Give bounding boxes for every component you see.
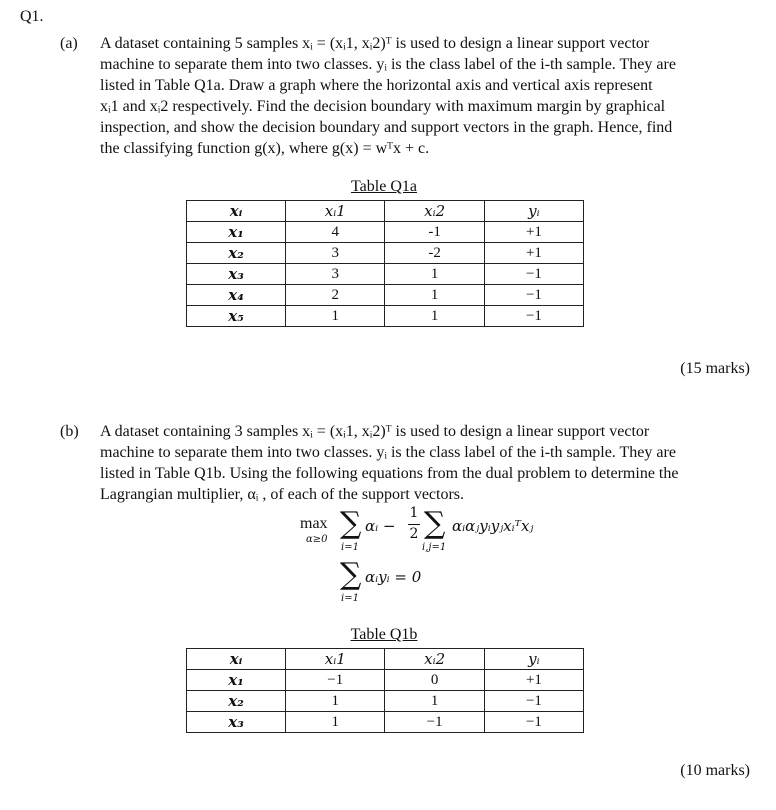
part-a-line-3: listed in Table Q1a. Draw a graph where the horizontal axis and vertical axis represent: [100, 77, 653, 94]
table-row: [187, 264, 584, 285]
cell: 4: [286, 222, 385, 243]
cell: 1: [385, 306, 484, 327]
cell: −1: [484, 712, 583, 733]
cell: x₁: [187, 670, 286, 691]
cell: −1: [484, 285, 583, 306]
part-b-line-4: Lagrangian multiplier, αᵢ , of each of the support vectors.: [100, 486, 465, 503]
dual-constraint-equation: [300, 556, 500, 606]
cell: x₂: [187, 691, 286, 712]
header-cell: yᵢ: [484, 201, 583, 222]
fraction-bar: [408, 524, 420, 525]
alpha-term: αᵢ −: [365, 517, 396, 535]
part-b-line-3: listed in Table Q1b. Using the following equations from the dual problem to determine the: [100, 465, 679, 482]
cell: +1: [484, 243, 583, 264]
cell: x₁: [187, 222, 286, 243]
cell: +1: [484, 222, 583, 243]
sum-symbol: ∑: [340, 557, 362, 592]
part-a-line-1: A dataset containing 5 samples xᵢ = (xᵢ1, xᵢ2)ᵀ is used to design a linear support vector: [100, 35, 650, 52]
cell: 1: [385, 691, 484, 712]
sum-index: i,j=1: [422, 542, 447, 553]
table-q1a: [186, 200, 584, 327]
header-cell: xᵢ2: [385, 201, 484, 222]
constraint-term: αᵢyᵢ = 0: [365, 568, 422, 586]
part-a-line-4: xᵢ1 and xᵢ2 respectively. Find the decision boundary with maximum margin by graphical: [100, 98, 666, 115]
header-cell: xᵢ: [187, 649, 286, 670]
part-a-line-6: the classifying function g(x), where g(x) = wᵀx + c.: [100, 140, 430, 157]
cell: 1: [385, 285, 484, 306]
part-b-label: (b): [60, 423, 79, 440]
header-cell: xᵢ1: [286, 649, 385, 670]
cell: 1: [286, 306, 385, 327]
part-b-line-1: A dataset containing 3 samples xᵢ = (xᵢ1, xᵢ2)ᵀ is used to design a linear support vector: [100, 423, 650, 440]
cell: x₃: [187, 712, 286, 733]
cell: x₃: [187, 264, 286, 285]
part-a-line-5: inspection, and show the decision boundary and support vectors in the graph. Hence, find: [100, 119, 673, 136]
cell: +1: [484, 670, 583, 691]
sum-index: i=1: [341, 542, 359, 553]
question-number: Q1.: [20, 8, 44, 25]
table-row: [187, 285, 584, 306]
cell: −1: [484, 264, 583, 285]
max-subscript: α≥0: [306, 534, 328, 545]
cell: 0: [385, 670, 484, 691]
table-header-row: [187, 201, 584, 222]
max-operator: max: [300, 515, 328, 532]
table-row: [187, 670, 584, 691]
part-b-marks: (10 marks): [680, 762, 750, 779]
cell: −1: [385, 712, 484, 733]
header-cell: xᵢ1: [286, 201, 385, 222]
sum-index: i=1: [341, 593, 359, 604]
cell: −1: [484, 691, 583, 712]
part-b-line-2: machine to separate them into two classes. yᵢ is the class label of the i-th sample. They are: [100, 444, 676, 461]
cell: x₅: [187, 306, 286, 327]
cell: 1: [385, 264, 484, 285]
sum-symbol: ∑: [424, 506, 446, 541]
cell: x₄: [187, 285, 286, 306]
part-a-text: [100, 33, 750, 159]
part-a-label: (a): [60, 35, 78, 52]
part-b-text: [100, 421, 750, 505]
table-header-row: [187, 649, 584, 670]
table-q1a-caption: Table Q1a: [351, 178, 417, 195]
cell: −1: [484, 306, 583, 327]
cell: 2: [286, 285, 385, 306]
table-row: [187, 306, 584, 327]
header-cell: yᵢ: [484, 649, 583, 670]
cell: x₂: [187, 243, 286, 264]
cell: 3: [286, 264, 385, 285]
part-a-marks: (15 marks): [680, 360, 750, 377]
cell: 1: [286, 691, 385, 712]
cell: −1: [286, 670, 385, 691]
fraction-numerator: 1: [409, 505, 419, 521]
cell: 3: [286, 243, 385, 264]
header-cell: xᵢ2: [385, 649, 484, 670]
table-row: [187, 243, 584, 264]
fraction-denominator: 2: [409, 526, 419, 542]
table-row: [187, 222, 584, 243]
cell: 1: [286, 712, 385, 733]
cell: -2: [385, 243, 484, 264]
table-q1b-caption: Table Q1b: [350, 626, 418, 643]
cell: -1: [385, 222, 484, 243]
part-a-line-2: machine to separate them into two classes. yᵢ is the class label of the i-th sample. They are: [100, 56, 676, 73]
header-cell: xᵢ: [187, 201, 286, 222]
dual-objective-equation: [300, 505, 580, 560]
double-sum-term: αᵢαⱼyᵢyⱼxᵢᵀxⱼ: [452, 517, 534, 535]
sum-symbol: ∑: [340, 506, 362, 541]
table-row: [187, 712, 584, 733]
table-q1b: [186, 648, 584, 733]
table-row: [187, 691, 584, 712]
